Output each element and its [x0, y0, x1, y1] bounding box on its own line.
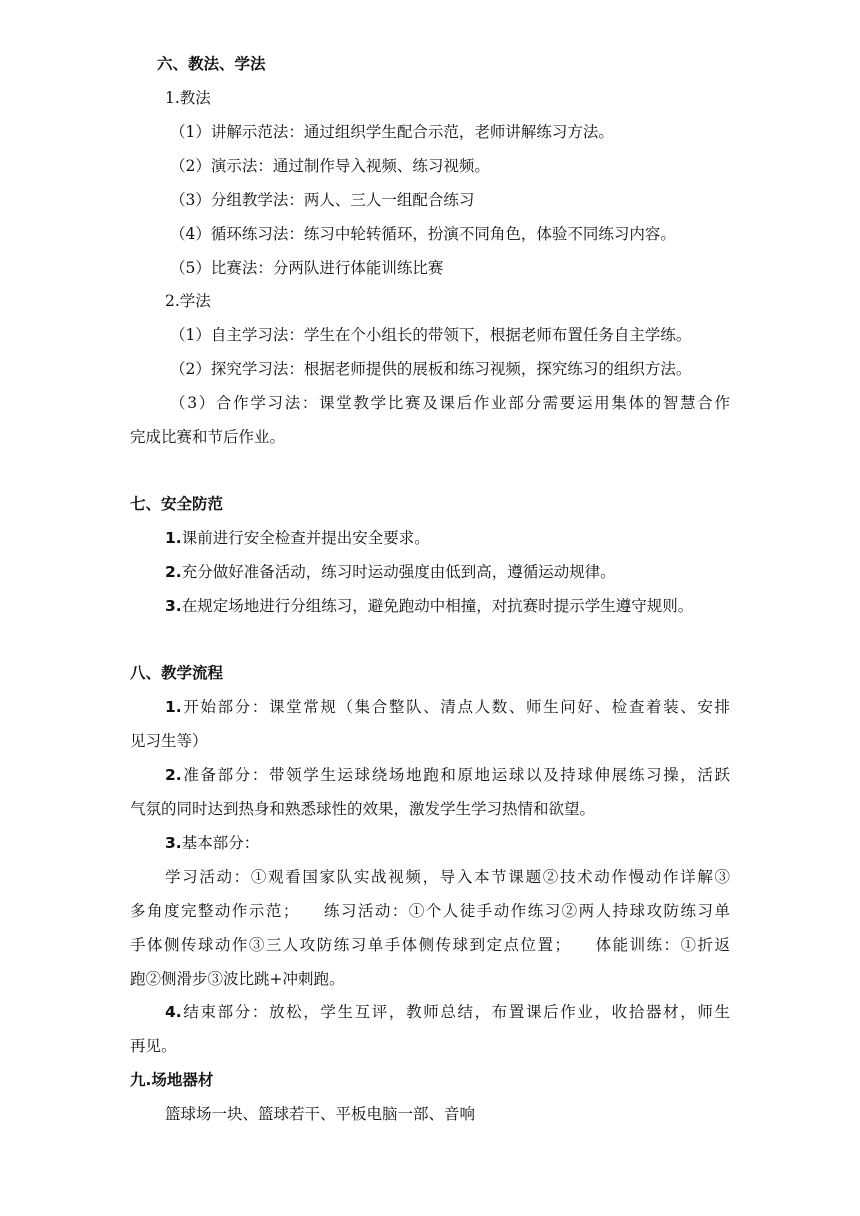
- process-item-continued: 气氛的同时达到热身和熟悉球性的效果，激发学生学习热情和欲望。: [130, 800, 596, 818]
- item-number: 3.: [165, 597, 182, 615]
- section-8-title: 八、教学流程: [130, 664, 224, 682]
- process-detail: 多角度完整动作示范； 练习活动：①个人徒手动作练习②两人持球攻防练习单: [130, 902, 730, 920]
- item-text: 开始部分：课堂常规（集合整队、清点人数、师生问好、检查着装、安排: [181, 698, 730, 716]
- item-text: 充分做好准备活动，练习时运动强度由低到高，遵循运动规律。: [181, 563, 616, 581]
- item-number: 3.: [165, 834, 182, 852]
- learning-method-item: （3）合作学习法：课堂教学比赛及课后作业部分需要运用集体的智慧合作: [170, 394, 730, 412]
- teaching-method-item: （3）分组教学法：两人、三人一组配合练习: [170, 191, 475, 209]
- item-text: 在规定场地进行分组练习，避免跑动中相撞，对抗赛时提示学生遵守规则。: [181, 597, 694, 615]
- teaching-methods-subtitle: 1.教法: [165, 89, 211, 107]
- learning-method-item: （1）自主学习法：学生在个小组长的带领下，根据老师布置任务自主学练。: [170, 326, 692, 344]
- item-text: 准备部分：带领学生运球绕场地跑和原地运球以及持球伸展练习操，活跃: [181, 766, 730, 784]
- section-9-title: 九.场地器材: [130, 1071, 214, 1089]
- safety-item: [165, 562, 616, 582]
- item-number: 1.: [165, 698, 182, 716]
- item-text: 结束部分：放松，学生互评，教师总结，布置课后作业，收拾器材，师生: [181, 1003, 730, 1021]
- section-6-title: 六、教法、学法: [157, 55, 266, 73]
- learning-method-item-continued: 完成比赛和节后作业。: [130, 428, 286, 446]
- process-item: [165, 765, 730, 785]
- item-number: 2.: [165, 766, 182, 784]
- process-detail: 跑②侧滑步③波比跳+冲刺跑。: [130, 970, 345, 988]
- equipment-list: 篮球场一块、篮球若干、平板电脑一部、音响: [165, 1105, 476, 1123]
- teaching-method-item: （4）循环练习法：练习中轮转循环，扮演不同角色，体验不同练习内容。: [170, 225, 676, 243]
- item-number: 2.: [165, 563, 182, 581]
- process-detail: 手体侧传球动作③三人攻防练习单手体侧传球到定点位置； 体能训练：①折返: [130, 936, 730, 954]
- process-item: [165, 1002, 730, 1022]
- process-item-continued: 见习生等）: [130, 732, 208, 750]
- teaching-method-item: （1）讲解示范法：通过组织学生配合示范，老师讲解练习方法。: [170, 123, 614, 141]
- teaching-method-item: （5）比赛法：分两队进行体能训练比赛: [170, 259, 444, 277]
- item-text: 基本部分：: [181, 834, 260, 852]
- safety-item: [165, 528, 430, 548]
- process-item: [165, 833, 259, 853]
- safety-item: [165, 596, 693, 616]
- process-item: [165, 697, 730, 717]
- learning-methods-subtitle: 2.学法: [165, 292, 211, 310]
- item-number: 4.: [165, 1003, 182, 1021]
- teaching-method-item: （2）演示法：通过制作导入视频、练习视频。: [170, 157, 490, 175]
- item-text: 课前进行安全检查并提出安全要求。: [181, 529, 430, 547]
- item-number: 1.: [165, 529, 182, 547]
- learning-method-item: （2）探究学习法：根据老师提供的展板和练习视频，探究练习的组织方法。: [170, 360, 692, 378]
- section-7-title: 七、安全防范: [130, 495, 224, 513]
- process-item-continued: 再见。: [130, 1037, 177, 1055]
- process-detail: 学习活动：①观看国家队实战视频，导入本节课题②技术动作慢动作详解③: [165, 868, 730, 886]
